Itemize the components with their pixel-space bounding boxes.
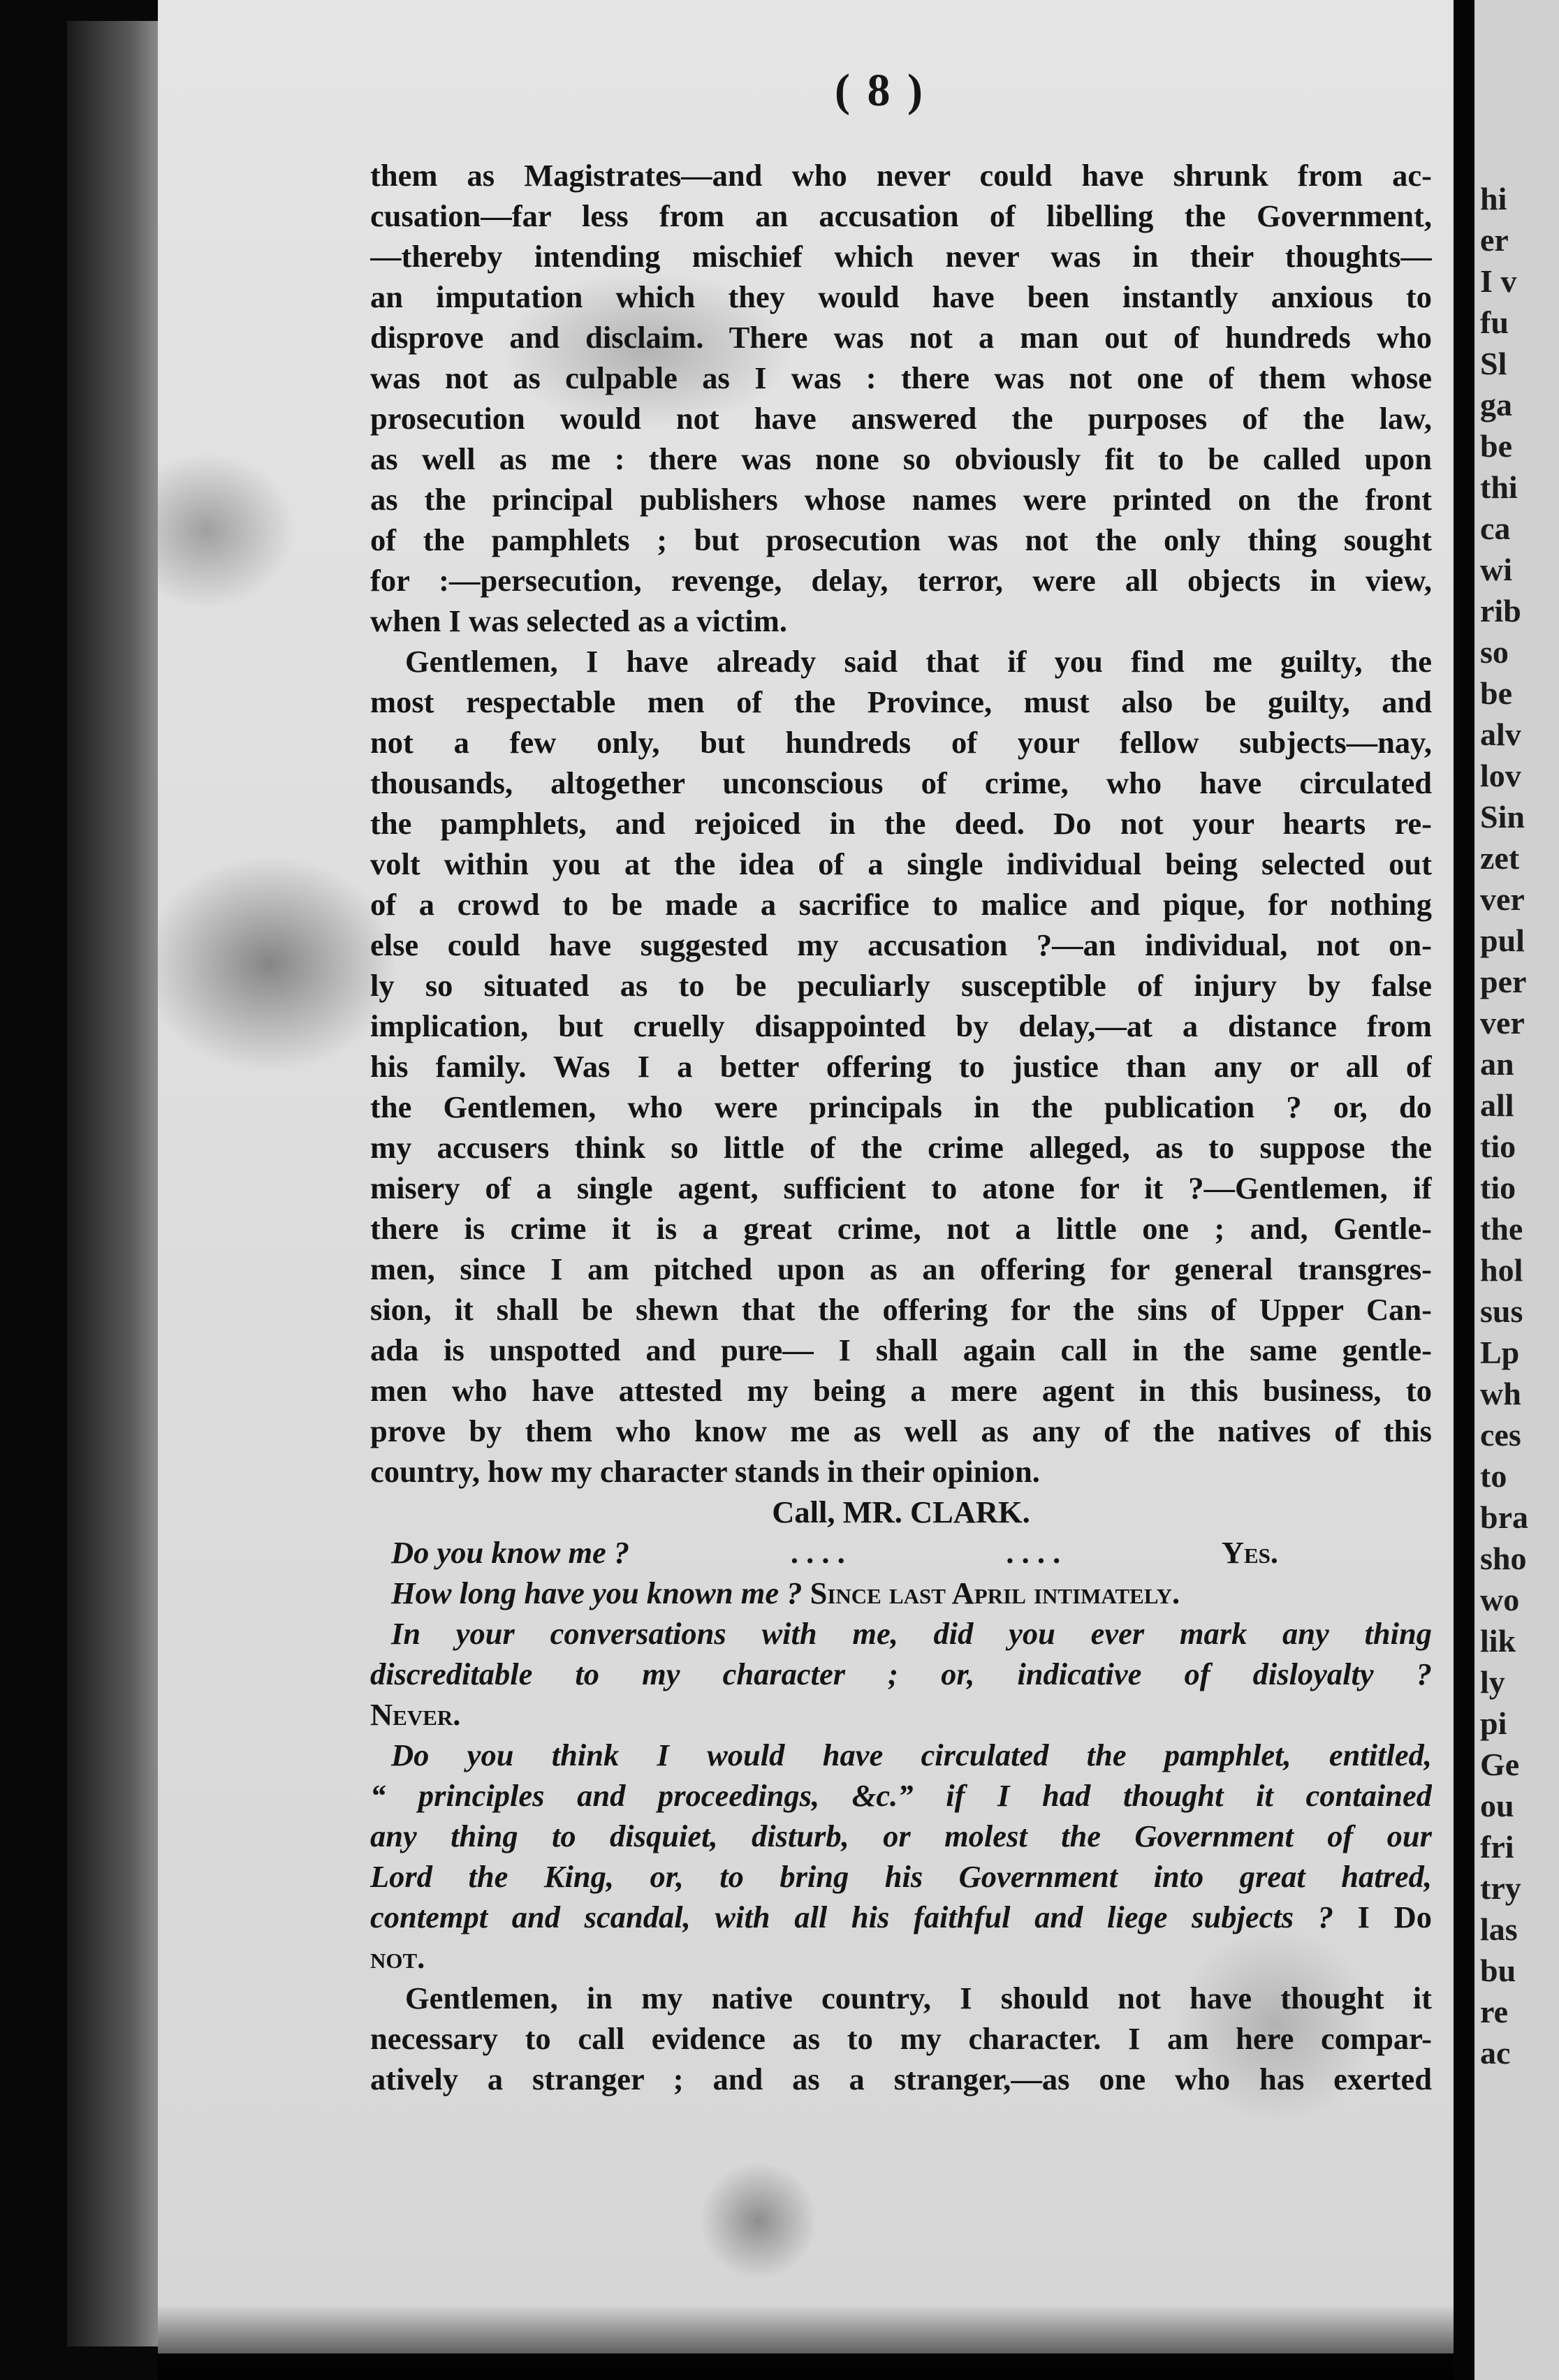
facing-page-fragment: be bbox=[1480, 428, 1512, 464]
text-line: there is crime it is a great crime, not a little one ; and, Gentle- bbox=[370, 1211, 1432, 1246]
facing-page-fragment: pul bbox=[1480, 923, 1525, 958]
text-line: the Gentlemen, who were principals in the publication ? or, do bbox=[370, 1089, 1432, 1124]
facing-page-fragment: sus bbox=[1480, 1293, 1523, 1329]
facing-page-fragment: las bbox=[1480, 1911, 1518, 1947]
text-line: when I was selected as a victim. bbox=[370, 603, 787, 638]
text-line: sion, it shall be shewn that the offering for the sins of Upper Can- bbox=[370, 1292, 1432, 1327]
text-line: them as Magistrates—and who never could have shrunk from ac- bbox=[370, 158, 1432, 193]
text-line: atively a stranger ; and as a stranger,—as one who has exerted bbox=[370, 2062, 1432, 2096]
facing-page-fragment: fri bbox=[1480, 1829, 1514, 1865]
text-line: misery of a single agent, sufficient to atone for it ?—Gentlemen, if bbox=[370, 1170, 1432, 1205]
facing-page-fragment: hi bbox=[1480, 181, 1507, 216]
text-line: implication, but cruelly disappointed by delay,—at a distance from bbox=[370, 1008, 1432, 1043]
facing-page-fragment: the bbox=[1480, 1211, 1523, 1247]
text-line: of the pamphlets ; but prosecution was not the only thing sought bbox=[370, 522, 1432, 557]
answer-4: I Do bbox=[1357, 1900, 1432, 1934]
question-4-line-2: “ principles and proceedings, &c.” if I had thought it contained bbox=[370, 1778, 1432, 1813]
facing-page-fragment: hol bbox=[1480, 1252, 1523, 1288]
text-line: the pamphlets, and rejoiced in the deed. Do not your hearts re- bbox=[370, 806, 1432, 841]
text-line: an imputation which they would have been instantly anxious to bbox=[370, 279, 1432, 314]
answer-4-continued bbox=[370, 1937, 1432, 1978]
dot-leader: . . . . bbox=[1006, 1535, 1061, 1570]
facing-page-fragment: ou bbox=[1480, 1788, 1514, 1823]
facing-page-fragment: tio bbox=[1480, 1129, 1516, 1164]
question-1: Do you know me ? bbox=[391, 1535, 630, 1570]
facing-page-fragment: lik bbox=[1480, 1623, 1516, 1659]
text-line: prove by them who know me as well as any of the natives of this bbox=[370, 1413, 1432, 1448]
question-3-line-1: In your conversations with me, did you ever mark any thing bbox=[391, 1616, 1432, 1651]
book-gutter bbox=[1454, 0, 1474, 2380]
text-line: volt within you at the idea of a single individual being selected out bbox=[370, 846, 1432, 881]
question-2: How long have you known me ? bbox=[391, 1575, 803, 1610]
facing-page-fragment: wo bbox=[1480, 1582, 1520, 1617]
text-line: his family. Was I a better offering to justice than any or all of bbox=[370, 1049, 1432, 1084]
facing-page-fragment: sho bbox=[1480, 1541, 1527, 1576]
facing-page-fragment: rib bbox=[1480, 593, 1521, 629]
facing-page-fragment: zet bbox=[1480, 840, 1520, 876]
facing-page-fragment: wi bbox=[1480, 552, 1512, 587]
text-line: was not as culpable as I was : there was not one of them whose bbox=[370, 360, 1432, 395]
facing-page-fragment: bu bbox=[1480, 1953, 1516, 1988]
facing-page-fragment: wh bbox=[1480, 1376, 1521, 1411]
answer-2: Since last April intimately. bbox=[810, 1575, 1180, 1610]
facing-page-fragment: fu bbox=[1480, 304, 1509, 340]
facing-page-fragment: re bbox=[1480, 1994, 1509, 2029]
facing-page-fragment: thi bbox=[1480, 469, 1518, 505]
question-4-line-5 bbox=[370, 1897, 1432, 1937]
text-line: ada is unspotted and pure— I shall again call in the same gentle- bbox=[370, 1332, 1432, 1367]
facing-page-fragment: er bbox=[1480, 222, 1509, 258]
page-number: ( 8 ) bbox=[835, 65, 925, 116]
facing-page-fragment: be bbox=[1480, 675, 1512, 711]
paragraph-1 bbox=[370, 155, 1432, 641]
text-line: necessary to call evidence as to my character. I am here compar- bbox=[370, 2021, 1432, 2056]
question-4-line-3: any thing to disquiet, disturb, or molest the Government of our bbox=[370, 1819, 1432, 1853]
text-line: as the principal publishers whose names were printed on the front bbox=[370, 482, 1432, 517]
answer-1: Yes. bbox=[1221, 1535, 1278, 1570]
facing-page-fragment: lov bbox=[1480, 758, 1521, 793]
text-line: country, how my character stands in their opinion. bbox=[370, 1454, 1040, 1489]
paragraph-3 bbox=[370, 1978, 1432, 2099]
facing-page-fragment: ga bbox=[1480, 387, 1512, 423]
facing-page-fragment: Lp bbox=[1480, 1335, 1520, 1370]
facing-page-fragment: ly bbox=[1480, 1664, 1505, 1700]
question-answer-1 bbox=[370, 1532, 1432, 1573]
text-line: Gentlemen, in my native country, I should not have thought it bbox=[405, 1981, 1432, 2015]
facing-page-fragment: tio bbox=[1480, 1170, 1516, 1205]
text-line: not a few only, but hundreds of your fellow subjects—nay, bbox=[370, 725, 1432, 760]
facing-page-fragment: ces bbox=[1480, 1417, 1521, 1453]
book-left-edge bbox=[67, 21, 158, 2346]
text-line: most respectable men of the Province, must also be guilty, and bbox=[370, 684, 1432, 719]
facing-page-fragment: so bbox=[1480, 634, 1509, 670]
facing-page bbox=[1474, 0, 1559, 2380]
answer-3 bbox=[370, 1694, 1432, 1735]
facing-page-fragment: Sin bbox=[1480, 799, 1525, 835]
question-answer-2 bbox=[370, 1573, 1432, 1613]
facing-page-fragment: bra bbox=[1480, 1499, 1528, 1535]
text-line: Gentlemen, I have already said that if you find me guilty, the bbox=[405, 644, 1432, 679]
facing-page-fragment: pi bbox=[1480, 1705, 1507, 1741]
facing-page-fragment: ver bbox=[1480, 881, 1525, 917]
facing-page-fragment: an bbox=[1480, 1046, 1514, 1082]
text-line: prosecution would not have answered the purposes of the law, bbox=[370, 401, 1432, 436]
call-heading: Call, MR. CLARK. bbox=[772, 1494, 1030, 1529]
text-line: disprove and disclaim. There was not a man out of hundreds who bbox=[370, 320, 1432, 355]
text-line: men, since I am pitched upon as an offering for general transgres- bbox=[370, 1251, 1432, 1286]
text-line: men who have attested my being a mere agent in this business, to bbox=[370, 1373, 1432, 1408]
question-4-tail: contempt and scandal, with all his faithful and liege subjects ? bbox=[370, 1900, 1333, 1934]
text-line: as well as me : there was none so obviously fit to be called upon bbox=[370, 441, 1432, 476]
question-3-line-2: discreditable to my character ; or, indicative of disloyalty ? bbox=[370, 1657, 1432, 1691]
facing-page-fragment: to bbox=[1480, 1458, 1507, 1494]
page-text bbox=[370, 155, 1432, 2099]
facing-page-fragment: ac bbox=[1480, 2035, 1511, 2071]
facing-page-fragment: alv bbox=[1480, 717, 1521, 752]
facing-page-fragment: per bbox=[1480, 964, 1527, 999]
text-line: else could have suggested my accusation ?—an individual, not on- bbox=[370, 927, 1432, 962]
page-bottom-shadow bbox=[158, 2305, 1454, 2380]
facing-page-fragment: try bbox=[1480, 1870, 1521, 1906]
facing-page-fragment: Ge bbox=[1480, 1747, 1520, 1782]
facing-page-fragment: ver bbox=[1480, 1005, 1525, 1041]
text-line: for :—persecution, revenge, delay, terror, were all objects in view, bbox=[370, 563, 1432, 598]
text-line: —thereby intending mischief which never was in their thoughts— bbox=[370, 239, 1432, 274]
answer-3-text: Never. bbox=[370, 1697, 461, 1732]
answer-4-tail: not. bbox=[370, 1940, 425, 1975]
text-line: cusation—far less from an accusation of libelling the Government, bbox=[370, 198, 1432, 233]
dot-leader: . . . . bbox=[790, 1535, 845, 1570]
facing-page-fragment: Sl bbox=[1480, 346, 1507, 381]
paragraph-2 bbox=[370, 641, 1432, 1492]
text-line: thousands, altogether unconscious of crime, who have circulated bbox=[370, 765, 1432, 800]
facing-page-fragment: ca bbox=[1480, 510, 1511, 546]
facing-page-fragment: all bbox=[1480, 1087, 1514, 1123]
question-4-line-4: Lord the King, or, to bring his Government into great hatred, bbox=[370, 1859, 1432, 1894]
text-line: ly so situated as to be peculiarly susceptible of injury by false bbox=[370, 968, 1432, 1003]
text-line: of a crowd to be made a sacrifice to malice and pique, for nothing bbox=[370, 887, 1432, 922]
text-line: my accusers think so little of the crime alleged, as to suppose the bbox=[370, 1130, 1432, 1165]
facing-page-fragment: I v bbox=[1480, 263, 1517, 299]
question-4-line-1: Do you think I would have circulated the pamphlet, entitled, bbox=[391, 1738, 1432, 1772]
